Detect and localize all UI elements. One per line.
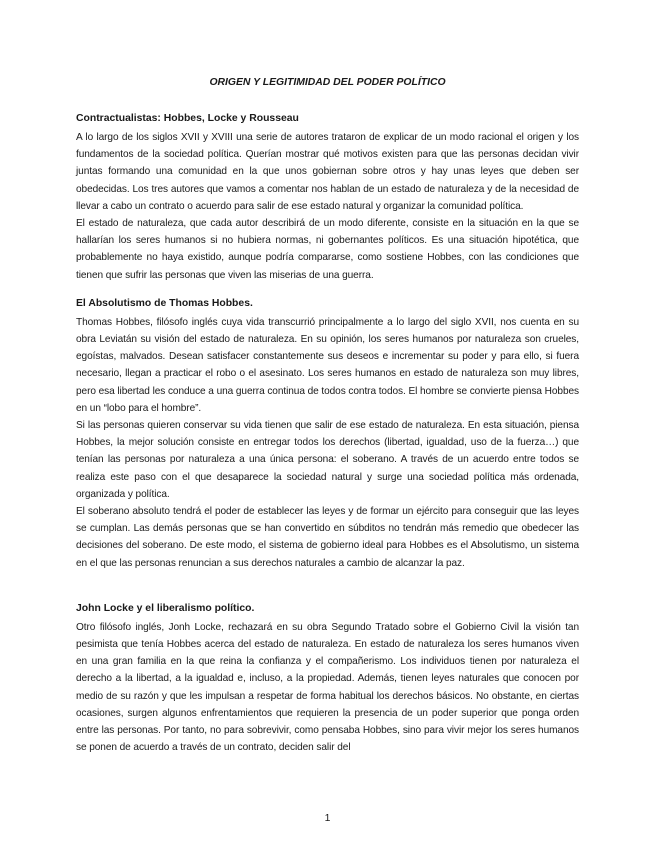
section-heading: El Absolutismo de Thomas Hobbes.: [76, 297, 253, 309]
section-heading: John Locke y el liberalismo político.: [76, 602, 255, 614]
paragraph: Otro filósofo inglés, Jonh Locke, rechazará en su obra Segundo Tratado sobre el Gobierno Civil la visión tan pesimista que tenía Hobbes acerca del estado de naturaleza. En estado de naturaleza los seres humanos viven en una gran familia en la que reina la confianza y el compañerismo. Los individuos tienen por naturaleza el derecho a la libertad, a la igualdad e, incluso, a la propiedad. Además, tienen leyes naturales que conocen por medio de su razón y que les impulsan a respetar de forma habitual los derechos básicos. No obstante, en ciertas ocasiones, surgen algunos enfrentamientos que requieren la presencia de un poder superior que ponga orden entre las personas. Por tanto, no para sobrevivir, como pensaba Hobbes, sino para vivir mejor los seres humanos se ponen de acuerdo a través de un contrato, deciden salir del: [76, 621, 579, 754]
section-locke: [76, 602, 579, 757]
section-hobbes: [76, 297, 579, 572]
section-spacer: [76, 284, 579, 297]
paragraph: Thomas Hobbes, filósofo inglés cuya vida transcurrió principalmente a lo largo del siglo XVII, nos cuenta en su obra Leviatán su visión del estado de naturaleza. En su opinión, los seres humanos por naturaleza son crueles, egoístas, malvados. Desean satisfacer constantemente sus deseos e incrementar su poder y para ello, si fuera necesario, llegan a practicar el robo o el asesinato. Los seres humanos en estado de naturaleza son muy libres, pero esa libertad les conduce a una guerra continua de todos contra todos. El hombre se convierte piensa Hobbes en un “lobo para el hombre”.: [76, 316, 579, 414]
paragraph: El soberano absoluto tendrá el poder de establecer las leyes y de formar un ejército para conseguir que las leyes se cumplan. Las demás personas que se han convertido en súbditos no tendrán más remedio que obedecer las decisiones del soberano. De este modo, el sistema de gobierno ideal para Hobbes es el Absolutismo, un sistema en el que las personas renuncian a sus derechos naturales a cambio de alcanzar la paz.: [76, 506, 579, 569]
document-title: ORIGEN Y LEGITIMIDAD DEL PODER POLÍTICO: [209, 77, 446, 88]
paragraph: El estado de naturaleza, que cada autor describirá de un modo diferente, consiste en la situación en la que se hallarían los seres humanos si no hubiera normas, ni gobernantes políticos. Es una situación hipotética, que probablemente no haya existido, aunque podría compararse, como sostiene Hobbes, con las condiciones que tienen que sufrir las personas que viven las miserias de una guerra.: [76, 218, 579, 281]
paragraph: Si las personas quieren conservar su vida tienen que salir de ese estado de naturaleza. En esta situación, piensa Hobbes, la mejor solución consiste en entregar todos los derechos (libertad, igualdad, uso de la fuerza…) que tenían las personas por naturaleza a una única persona: el soberano. A través de un acuerdo entre todos se realiza este paso con el que desaparece la sociedad natural y surge una sociedad política más ordenada, organizada y política.: [76, 420, 579, 500]
section-contractualistas: [76, 112, 579, 284]
section-heading: Contractualistas: Hobbes, Locke y Rousseau: [76, 113, 299, 124]
document-page: [76, 76, 579, 757]
paragraph: A lo largo de los siglos XVII y XVIII una serie de autores trataron de explicar de un modo racional el origen y los fundamentos de la sociedad política. Querían mostrar qué motivos existen para que las personas decidan vivir juntas formando una comunidad en la que unos gobiernan sobre otros y hay unas leyes que deben ser obedecidas. Los tres autores que vamos a comentar nos hablan de un estado de naturaleza y de la necesidad de llevar a cabo un contrato o acuerdo para salir de ese estado natural y organizar la comunidad política.: [76, 132, 579, 212]
page-number: 1: [324, 813, 331, 824]
section-spacer: [76, 572, 579, 602]
